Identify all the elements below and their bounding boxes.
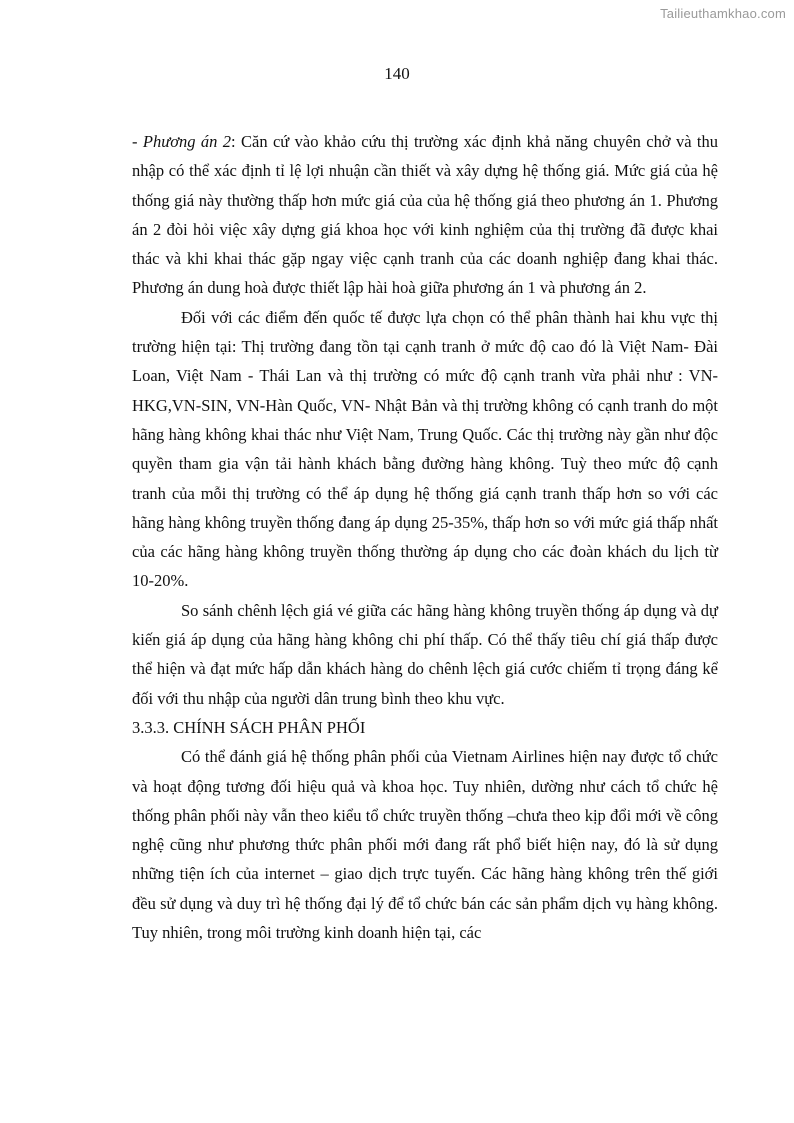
paragraph-distribution: Có thể đánh giá hệ thống phân phối của Vietnam Airlines hiện nay được tổ chức và hoạt động tương đối hiệu quả và khoa học. Tuy nhiên, dường như cách tổ chức hệ thống phân phối này vẫn theo kiểu tổ chức truyền thống –chưa theo kịp đổi mới về công nghệ cũng như phương thức phân phối mới đang rất phổ biết hiện nay, đó là sử dụng những tiện ích của internet – giao dịch trực tuyến. Các hãng hàng không trên thế giới đều sử dụng và duy trì hệ thống đại lý để tổ chức bán các sản phẩm dịch vụ hàng không. Tuy nhiên, trong môi trường kinh doanh hiện tại, các <box>132 747 718 943</box>
paragraph-prefix: - <box>132 132 143 151</box>
paragraph-international-markets: Đối với các điểm đến quốc tế được lựa chọn có thể phân thành hai khu vực thị trường hiện tại: Thị trường đang tồn tại cạnh tranh ở mức độ cao đó là Việt Nam- Đài Loan, Việt Nam - Thái Lan và thị trường có mức độ cạnh tranh vừa phải như : VN-HKG,VN-SIN, VN-Hàn Quốc, VN- Nhật Bản và thị trường không có cạnh tranh do một hãng hàng không khai thác như Việt Nam, Trung Quốc. Các thị trường này gần như độc quyền tham gia vận tải hành khách bằng đường hàng không. Tuỳ theo mức độ cạnh tranh của mỗi thị trường có thể áp dụng hệ thống giá cạnh tranh thấp hơn so với các hãng hàng không truyền thống đang áp dụng 25-35%, thấp hơn so với mức giá thấp nhất của các hãng hàng không truyền thống thường áp dụng cho các đoàn khách du lịch từ 10-20%. <box>132 307 718 591</box>
document-body <box>132 127 718 947</box>
page-number: 140 <box>384 64 410 83</box>
paragraph-text: : Căn cứ vào khảo cứu thị trường xác định khả năng chuyên chở và thu nhập có thể xác định tỉ lệ lợi nhuận cần thiết và xây dựng hệ thống giá. Mức giá của hệ thống giá này thường thấp hơn mức giá của của hệ thống giá theo phương án 1. Phương án 2 đòi hỏi việc xây dựng giá khoa học với kinh nghiệm của thị trường đã được khai thác và khi khai thác gặp ngay việc cạnh tranh của các doanh nghiệp đang khai thác. Phương án dung hoà được thiết lập hài hoà giữa phương án 1 và phương án 2. <box>132 132 719 298</box>
paragraph-price-comparison: So sánh chênh lệch giá vé giữa các hãng hàng không truyền thống áp dụng và dự kiến giá áp dụng của hãng hàng không chi phí thấp. Có thể thấy tiêu chí giá thấp được thể hiện và đạt mức hấp dẫn khách hàng do chênh lệch giá cước chiếm tỉ trọng đáng kể đối với thu nhập của người dân trung bình theo khu vực. <box>132 600 718 708</box>
watermark-text: Tailieuthamkhao.com <box>660 6 786 21</box>
italic-term: Phương án 2 <box>142 132 232 151</box>
section-heading: 3.3.3. CHÍNH SÁCH PHÂN PHỐI <box>132 717 366 737</box>
paragraph-phuong-an-2 <box>132 127 718 303</box>
